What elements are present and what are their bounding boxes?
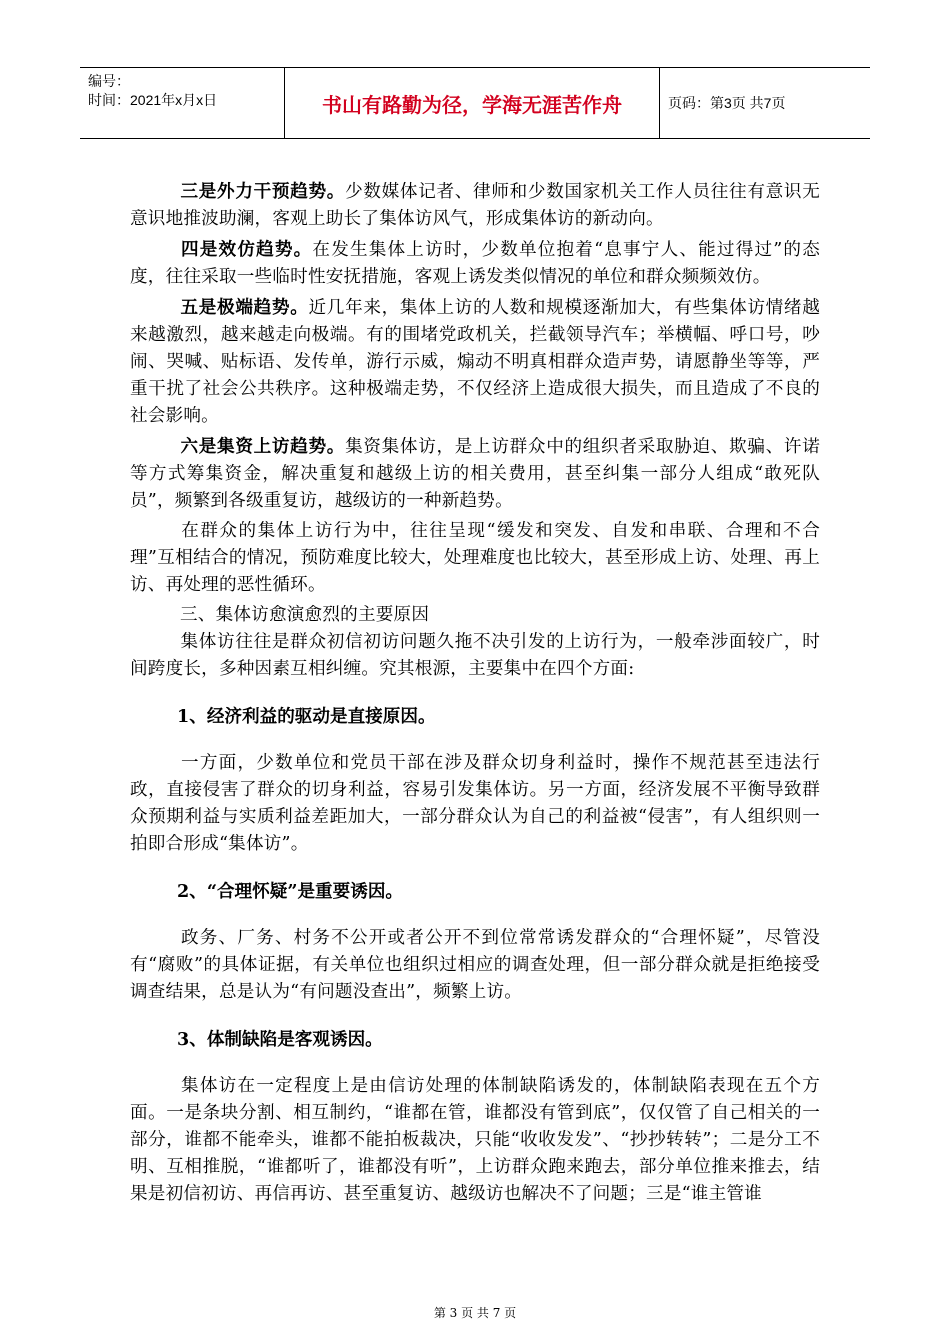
paragraph <box>130 1073 820 1208</box>
section-title: 三、集体访愈演愈烈的主要原因 <box>180 605 430 625</box>
header-motto: 书山有路勤为径，学海无涯苦作舟 <box>285 68 660 138</box>
paragraph-lead: 六是集资上访趋势。 <box>180 436 346 457</box>
paragraph-lead: 四是效仿趋势。 <box>180 239 313 260</box>
document-date: 时间：2021年x月x日 <box>88 92 218 108</box>
paragraph <box>130 750 820 858</box>
paragraph-text: 在群众的集体上访行为中，往往呈现“缓发和突发、自发和串联、合理和不合理”互相结合的情况，预防难度比较大，处理难度也比较大，甚至形成上访、处理、再上访、再处理的恶性循环。 <box>130 521 820 595</box>
document-body <box>130 178 820 1208</box>
paragraph <box>130 518 820 599</box>
paragraph-lead: 三是外力干预趋势。 <box>180 181 346 202</box>
paragraph <box>130 925 820 1006</box>
paragraph <box>130 236 820 291</box>
paragraph-text: 近几年来，集体上访的人数和规模逐渐加大，有些集体访情绪越来越激烈，越来越走向极端。有的围堵党政机关，拦截领导汽车；举横幅、呼口号，吵闹、哭喊、贴标语、发传单，游行示威，煽动不明真相群众造声势，请愿静坐等等，严重干扰了社会公共秩序。这种极端走势，不仅经济上造成很大损失，而且造成了不良的社会影响。 <box>130 298 820 426</box>
header-meta <box>80 68 285 138</box>
paragraph-text: 少数媒体记者、律师和少数国家机关工作人员往往有意识无意识地推波助澜，客观上助长了集体访风气，形成集体访的新动向。 <box>130 182 820 229</box>
section-heading <box>130 602 820 629</box>
paragraph-text: 集资集体访，是上访群众中的组织者采取胁迫、欺骗、许诺等方式筹集资金，解决重复和越级上访的相关费用，甚至纠集一部分人组成“敢死队员”，频繁到各级重复访，越级访的一种新趋势。 <box>130 437 820 511</box>
paragraph <box>130 629 820 683</box>
subheading: 2、“合理怀疑”是重要诱因。 <box>177 881 404 902</box>
page-header <box>80 67 870 139</box>
document-number: 编号： <box>88 73 130 89</box>
page-footer: 第 3 页 共 7 页 <box>433 1306 517 1320</box>
subheading: 3、体制缺陷是客观诱因。 <box>177 1029 383 1050</box>
header-page-number: 页码：第3页 共7页 <box>668 95 786 111</box>
paragraph-text: 集体访往往是群众初信初访问题久拖不决引发的上访行为，一般牵涉面较广，时间跨度长，多种因素互相纠缠。究其根源，主要集中在四个方面: <box>130 632 820 679</box>
paragraph-text: 在发生集体上访时，少数单位抱着“息事宁人、能过得过”的态度，往往采取一些临时性安抚措施，客观上诱发类似情况的单位和群众频频效仿。 <box>130 240 820 287</box>
paragraph <box>130 294 820 430</box>
paragraph <box>130 178 820 233</box>
paragraph-text: 集体访在一定程度上是由信访处理的体制缺陷诱发的，体制缺陷表现在五个方面。一是条块分割、相互制约，“谁都在管，谁都没有管到底”，仅仅管了自己相关的一部分，谁都不能牵头，谁都不能拍板裁决，只能“收收发发”、“抄抄转转”；二是分工不明、互相推脱，“谁都听了，谁都没有听”，上访群众跑来跑去，部分单位推来推去，结果是初信初访、再信再访、甚至重复访、越级访也解决不了问题；三是“谁主管谁 <box>130 1076 820 1204</box>
paragraph-text: 政务、厂务、村务不公开或者公开不到位常常诱发群众的“合理怀疑”，尽管没有“腐败”的具体证据，有关单位也组织过相应的调查处理，但一部分群众就是拒绝接受调查结果，总是认为“有问题没查出”，频繁上访。 <box>130 928 820 1002</box>
paragraph-lead: 五是极端趋势。 <box>180 297 309 318</box>
paragraph-text: 一方面，少数单位和党员干部在涉及群众切身利益时，操作不规范甚至违法行政，直接侵害了群众的切身利益，容易引发集体访。另一方面，经济发展不平衡导致群众预期利益与实质利益差距加大，一部分群众认为自己的利益被“侵害”，有人组织则一拍即合形成“集体访”。 <box>130 753 820 854</box>
subheading: 1、经济利益的驱动是直接原因。 <box>177 706 436 727</box>
paragraph <box>130 433 820 515</box>
